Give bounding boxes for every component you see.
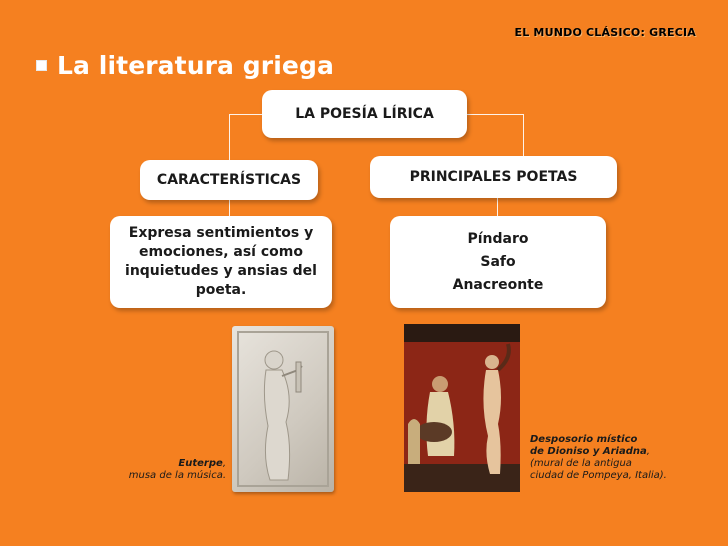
caption-title: de Dioniso y Ariadna [530, 446, 647, 457]
poet-name: Safo [480, 253, 516, 270]
connector-left-desc [229, 200, 230, 216]
caption-separator: , [222, 458, 226, 469]
diagram-root-box: LA POESÍA LÍRICA [262, 90, 467, 138]
pompeii-mural-image [404, 324, 520, 492]
characteristics-description-box: Expresa sentimientos y emociones, así como inquietudes y ansias del poeta. [110, 216, 332, 308]
caption-title: Euterpe [178, 458, 223, 469]
caption-separator: , [646, 446, 650, 457]
characteristics-box: CARACTERÍSTICAS [140, 160, 318, 200]
caption-body: (mural de la antigua [530, 458, 632, 469]
slide-heading: La literatura griega [57, 51, 334, 80]
mural-figures-icon [404, 324, 520, 492]
connector-left [229, 114, 263, 161]
relief-figure-icon [232, 326, 334, 492]
caption-title: Desposorio místico [530, 434, 638, 445]
poets-list-box [390, 216, 606, 308]
bullet-item [36, 51, 334, 80]
mural-caption [530, 434, 700, 482]
slide-header-title: EL MUNDO CLÁSICO: GRECIA [514, 26, 696, 39]
poet-name: Píndaro [467, 230, 529, 247]
euterpe-relief-image [232, 326, 334, 492]
caption-body: ciudad de Pompeya, Italia). [530, 470, 667, 481]
square-bullet-icon [36, 60, 47, 71]
euterpe-caption [114, 458, 226, 482]
poet-name: Anacreonte [452, 276, 544, 293]
connector-right [467, 114, 524, 157]
main-poets-box: PRINCIPALES POETAS [370, 156, 617, 198]
caption-body: musa de la música. [128, 470, 226, 481]
connector-right-list [497, 198, 498, 216]
